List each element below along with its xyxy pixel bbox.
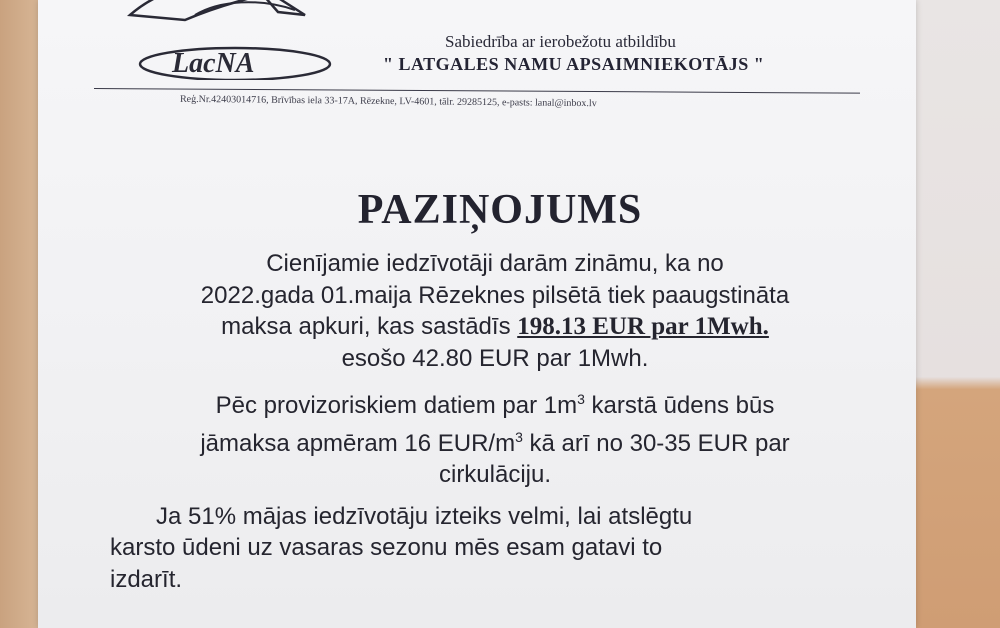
p3-line-2: karsto ūdeni uz vasaras sezonu mēs esam gatavi to <box>110 534 663 561</box>
p1-line-2: 2022.gada 01.maija Rēzeknes pilsētā tiek paaugstināta <box>200 281 790 309</box>
registration-line: Reģ.Nr.42403014716, Brīvības iela 33-17A, Rēzekne, LV-4601, tālr. 29285125, e-pasts: lanal@inbox.lv <box>179 93 597 110</box>
notice-body <box>110 248 880 595</box>
wall-background-right <box>905 0 1000 628</box>
p3-line-1: Ja 51% mājas iedzīvotāju izteiks velmi, lai atslēgtu <box>156 502 693 530</box>
p1-line-4: esošo 42.80 EUR par 1Mwh. <box>341 344 649 372</box>
logo-text: LacNA <box>172 48 255 79</box>
p2-line-3: cirkulāciju. <box>438 461 552 488</box>
company-name: " LATGALES NAMU APSAIMNIEKOTĀJS " <box>383 54 765 74</box>
company-subtitle: Sabiedrība ar ierobežotu atbildību <box>445 32 676 51</box>
p2-line-1-b: karstā ūdens būs <box>584 392 775 419</box>
heating-price-highlight: 198.13 EUR par 1Mwh. <box>517 313 769 340</box>
p2-line-1-a: Pēc provizoriskiem datiem par 1m <box>215 392 578 419</box>
p2-line-1 <box>110 384 880 422</box>
notice-title: PAZIŅOJUMS <box>357 187 643 233</box>
p2-line-2-b: kā arī no 30-35 EUR par <box>522 429 790 457</box>
company-logo <box>100 0 340 80</box>
p1-line-1: Cienījamie iedzīvotāji darām zināmu, ka no <box>266 250 724 277</box>
p3-line-3: izdarīt. <box>110 565 183 593</box>
p2-line-2 <box>110 422 880 460</box>
p1-line-3 <box>110 311 880 343</box>
p1-line-3-text: maksa apkuri, kas sastādīs <box>221 313 518 340</box>
p2-line-2-sup: 3 <box>515 428 523 445</box>
p2-line-2-a: jāmaksa apmēram 16 EUR/m <box>200 429 516 457</box>
p2-line-1-sup: 3 <box>577 391 585 407</box>
